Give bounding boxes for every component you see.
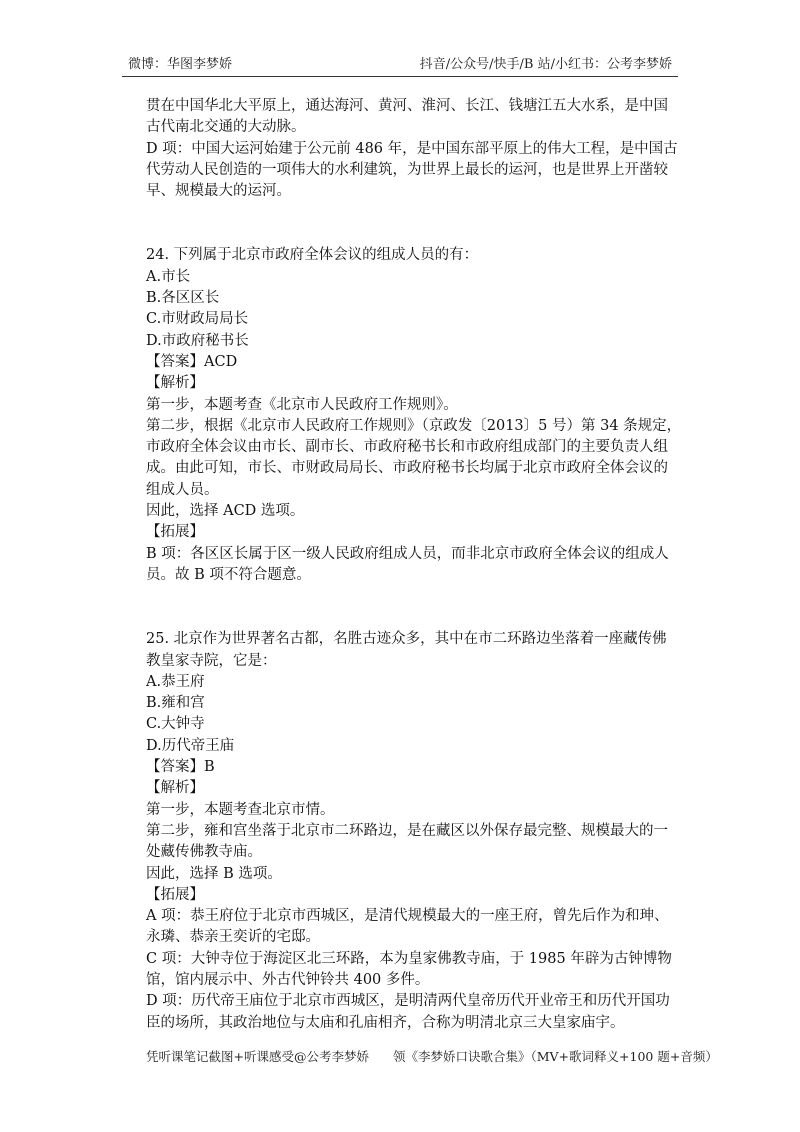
text-line: 成。由此可知，市长、市财政局局长、市政府秘书长均属于北京市政府全体会议的	[146, 460, 668, 477]
text-line: D 项：中国大运河始建于公元前 486 年，是中国东部平原上的伟大工程，是中国古	[146, 140, 678, 157]
text-line: 代劳动人民创造的一项伟大的水利建筑，为世界上最长的运河，也是世界上开凿较	[146, 161, 668, 178]
text-line: 组成人员。	[146, 481, 219, 498]
analysis-label: 【解析】	[146, 375, 204, 392]
footer-right-text: 领《李梦娇口诀歌合集》（MV+歌词释义+100 题+音频）	[392, 1049, 718, 1064]
question-24-stem: 24. 下列属于北京市政府全体会议的组成人员的有：	[146, 247, 479, 264]
header-divider	[122, 76, 678, 77]
text-line: 第一步，本题考查《北京市人民政府工作规则》。	[146, 396, 458, 413]
text-line: 馆，馆内展示中、外古代钟铃共 400 多件。	[146, 971, 430, 988]
text-line: 教皇家寺院，它是：	[146, 652, 277, 669]
text-line: 早、规模最大的运河。	[146, 183, 291, 200]
option-c: C.市财政局局长	[146, 311, 249, 328]
option-a: A.市长	[146, 268, 191, 285]
text-line: 因此，选择 B 选项。	[146, 865, 282, 882]
header-social-text: 抖音/公众号/快手/B 站/小红书：公考李梦娇	[419, 57, 672, 72]
extension-label: 【拓展】	[146, 886, 204, 903]
question-25-stem: 25. 北京作为世界著名古都，名胜古迹众多，其中在市二环路边坐落着一座藏传佛	[146, 631, 667, 648]
text-line: 员。故 B 项不符合题意。	[146, 566, 311, 583]
text-line: 处藏传佛教寺庙。	[146, 844, 262, 861]
header-weibo-text: 微博：华图李梦娇	[128, 57, 233, 72]
text-line: B 项：各区区长属于区一级人民政府组成人员，而非北京市政府全体会议的组成人	[146, 545, 669, 562]
text-line: 第二步，雍和宫坐落于北京市二环路边，是在藏区以外保存最完整、规模最大的一	[146, 822, 668, 839]
option-b: B.各区区长	[146, 290, 220, 307]
text-line: 永璘、恭亲王奕䜣的宅邸。	[146, 929, 320, 946]
option-d: D.市政府秘书长	[146, 332, 249, 349]
question-24	[146, 245, 680, 586]
footer-left-text: 凭听课笔记截图+听课感受@公考李梦娇	[146, 1049, 369, 1064]
text-line: 古代南北交通的大动脉。	[146, 119, 306, 136]
answer-label: 【答案】ACD	[146, 353, 238, 370]
option-c: C.大钟寺	[146, 716, 205, 733]
answer-label: 【答案】B	[146, 759, 215, 776]
page-header	[0, 0, 800, 80]
text-line: 市政府全体会议由市长、副市长、市政府秘书长和市政府组成部门的主要负责人组	[146, 439, 668, 456]
intro-paragraph	[146, 96, 680, 202]
text-line: D 项：历代帝王庙位于北京市西城区，是明清两代皇帝历代开业帝王和历代开国功	[146, 993, 670, 1010]
text-line: C 项：大钟寺位于海淀区北三环路，本为皇家佛教寺庙，于 1985 年辟为古钟博物	[146, 950, 672, 967]
option-d: D.历代帝王庙	[146, 737, 235, 754]
extension-label: 【拓展】	[146, 524, 204, 541]
text-line: 第一步，本题考查北京市情。	[146, 801, 335, 818]
page-footer	[146, 1049, 718, 1065]
text-line: 臣的场所，其政治地位与太庙和孔庙相齐，合称为明清北京三大皇家庙宇。	[146, 1014, 625, 1031]
section-gap	[146, 586, 680, 629]
option-b: B.雍和宫	[146, 695, 205, 712]
text-line: 贯在中国华北大平原上，通达海河、黄河、淮河、长江、钱塘江五大水系，是中国	[146, 98, 668, 114]
text-line: 第二步，根据《北京市人民政府工作规则》（京政发〔2013〕5 号）第 34 条规定，	[146, 417, 682, 434]
text-line: 因此，选择 ACD 选项。	[146, 503, 305, 520]
question-25	[146, 629, 680, 1034]
analysis-label: 【解析】	[146, 780, 204, 797]
text-line: A 项：恭王府位于北京市西城区，是清代规模最大的一座王府，曾先后作为和珅、	[146, 908, 669, 925]
document-body	[146, 96, 680, 1034]
section-gap	[146, 202, 680, 245]
option-a: A.恭王府	[146, 673, 205, 690]
